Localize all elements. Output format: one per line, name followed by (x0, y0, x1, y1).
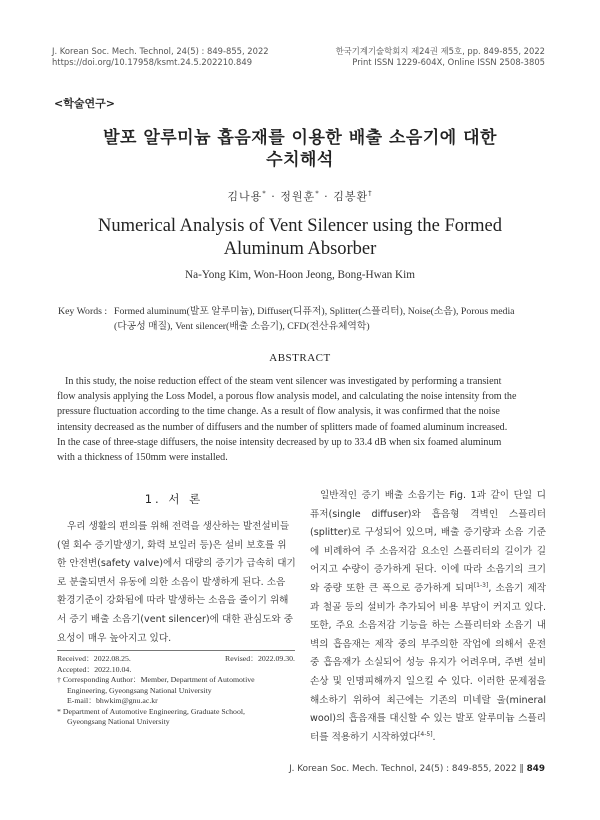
body-line: (splitter)로 구성되어 있으며, 배출 증기량과 소음 기준 (310, 527, 546, 539)
body-line: 해소하기 위하여 최근에는 기존의 미네랄 울(mineral (310, 694, 546, 706)
running-header-right (336, 46, 545, 68)
footnote-divider (57, 650, 295, 651)
body-line: 과 철골 등의 설비가 추가되어 비용 부담이 커지고 있다. (310, 601, 546, 613)
keywords-text (114, 304, 554, 334)
body-line: 서 증기 배출 소음기(vent silencer)에 대한 관심도와 중 (57, 613, 293, 625)
page-number: 849 (526, 764, 545, 774)
abstract-line: pressure fluctuation according to the time change. As a result of flow analysis, it was confirmed that the noise (57, 406, 500, 418)
page-footer (289, 764, 545, 774)
body-line: wool)의 흡음재를 대신할 수 있는 발포 알루미늄 스플리 (310, 713, 546, 725)
body-text: , 소음기 제작 (488, 582, 546, 594)
corresponding-affiliation: Engineering, Gyeongsang National University (67, 685, 212, 695)
abstract-line: with a thickness of 150mm were installed. (57, 452, 228, 464)
author-3: 김봉환 (333, 190, 369, 203)
body-line-with-citation (310, 580, 546, 599)
body-line: 요성이 매우 높아지고 있다. (57, 632, 172, 644)
body-line: (열 회수 증기발생기, 화력 보일러 등)은 설비 보호를 위 (57, 539, 287, 551)
author-separator: · (319, 190, 334, 203)
received-row (57, 654, 297, 665)
authors-korean (0, 188, 600, 204)
intro-left-column (57, 518, 297, 648)
journal-citation-korean: 한국기계기술학회지 제24권 제5호, pp. 849-855, 2022 (335, 46, 545, 56)
title-korean-line-2: 수치해석 (266, 150, 334, 170)
section-heading-introduction: 1. 서 론 (144, 492, 204, 506)
journal-citation: J. Korean Soc. Mech. Technol, 24(5) : 849-855, 2022 (52, 46, 269, 56)
corresponding-author (57, 675, 297, 686)
author-separator: · (266, 190, 281, 203)
author-1: 김나용 (227, 190, 263, 203)
author-2: 정원훈 (280, 190, 316, 203)
keywords-line: Formed aluminum(발포 알루미늄), Diffuser(디퓨저), Splitter(스플리터), Noise(소음), Porous media (114, 306, 515, 317)
body-line: 일반적인 증기 배출 소음기는 Fig. 1과 같이 단일 디 (320, 490, 546, 501)
revised-date: Revised：2022.09.30. (225, 654, 295, 663)
footer-citation: J. Korean Soc. Mech. Technol, 24(5) : 849-855, 2022 (289, 764, 517, 774)
coauthor-mark: * (57, 706, 61, 716)
abstract-line: intensity decreased as the number of diffusers and the number of splitters made of foamed aluminum increased. (57, 421, 508, 433)
coauthor-text: Department of Automotive Engineering, Graduate School, (62, 706, 245, 716)
body-line: 로 분출되면서 유동에 의한 소음이 발생하게 된다. 소음 (57, 576, 286, 588)
body-line: 중 흡음재가 소실되어 성능 유지가 어려우며, 주변 설비 (310, 657, 546, 669)
doi-link[interactable]: https://doi.org/10.17958/ksmt.24.5.202210.849 (52, 57, 253, 67)
authors-english: Na-Yong Kim, Won-Hoon Jeong, Bong-Hwan Kim (185, 269, 415, 281)
citation-ref[interactable]: [1-3] (473, 581, 489, 589)
abstract-line: In this study, the noise reduction effect of the steam vent silencer was investigated by performing a transient (65, 376, 502, 387)
keywords-label: Key Words : (58, 306, 108, 317)
body-text: . (432, 731, 436, 743)
footnotes (57, 654, 297, 728)
title-english-line-1: Numerical Analysis of Vent Silencer using the Formed (97, 216, 503, 236)
abstract-line: flow analysis applying the Loss Model, a porous flow analysis model, and calculating the noise intensity from the (57, 391, 517, 403)
corresponding-mark: † (57, 675, 61, 684)
keywords-line: (다공성 매질), Vent silencer(배출 소음기), CFD(전산유체역학) (114, 321, 370, 332)
author-3-mark: † (368, 189, 373, 198)
body-line: 에 비례하여 주 소음저감 요소인 스플리터의 길이가 길 (310, 545, 546, 557)
corresponding-email[interactable]: E-mail：bhwkim@gnu.ac.kr (67, 696, 158, 705)
author-1-mark: * (262, 189, 267, 198)
citation-ref[interactable]: [4-5] (418, 730, 433, 738)
title-english-line-2: Aluminum Absorber (223, 239, 377, 259)
body-line: 우리 생활의 편의를 위해 전력을 생산하는 발전설비들 (67, 521, 290, 532)
body-line: 퓨저(single diffuser)와 흡음형 격벽인 스플리터 (310, 508, 546, 520)
title-korean-line-1: 발포 알루미늄 흡음재를 이용한 배출 소음기에 대한 (103, 128, 497, 148)
footer-divider: ‖ (519, 764, 524, 774)
corresponding-text: Corresponding Author：Member, Department of Automotive (62, 675, 255, 684)
coauthor-affiliation (57, 707, 297, 718)
abstract-line: In the case of three-stage diffusers, the noise intensity decreased by up to 33.4 dB when six foamed aluminum (57, 436, 502, 448)
body-line: 어지고 수량이 증가하게 된다. 이에 따라 소음기의 크기 (310, 564, 546, 576)
abstract-body (57, 374, 543, 465)
body-text: 와 중량 또한 큰 폭으로 증가하게 되며 (310, 582, 474, 594)
body-line-with-citation (310, 729, 546, 748)
accepted-date: Accepted：2022.10.04. (57, 664, 132, 674)
body-line: 또한, 주요 소음저감 기능을 하는 스플리터와 소음기 내 (310, 620, 546, 632)
intro-right-column (310, 487, 546, 747)
body-line: 환경기준이 강화됨에 따라 발생하는 소음을 줄이기 위해 (57, 595, 289, 607)
body-line: 한 안전변(safety valve)에서 대량의 증기가 급속히 대기 (57, 558, 296, 570)
issn-info: Print ISSN 1229-604X, Online ISSN 2508-3805 (352, 57, 545, 67)
body-line: 벽의 흡음재는 제작 중의 부주의한 작업에 의해서 운전 (310, 638, 546, 650)
received-date: Received：2022.08.25. (57, 654, 131, 663)
body-line: 손상 및 인명피해까지 일으킬 수 있다. 이러한 문제점을 (310, 675, 546, 687)
abstract-heading: ABSTRACT (269, 352, 331, 364)
author-2-mark: * (315, 189, 320, 198)
article-category: <학술연구> (54, 97, 115, 110)
body-text: 터를 적용하기 시작하였다 (310, 731, 419, 743)
running-header-left (52, 46, 269, 68)
coauthor-affiliation-cont: Gyeongsang National University (67, 717, 170, 726)
